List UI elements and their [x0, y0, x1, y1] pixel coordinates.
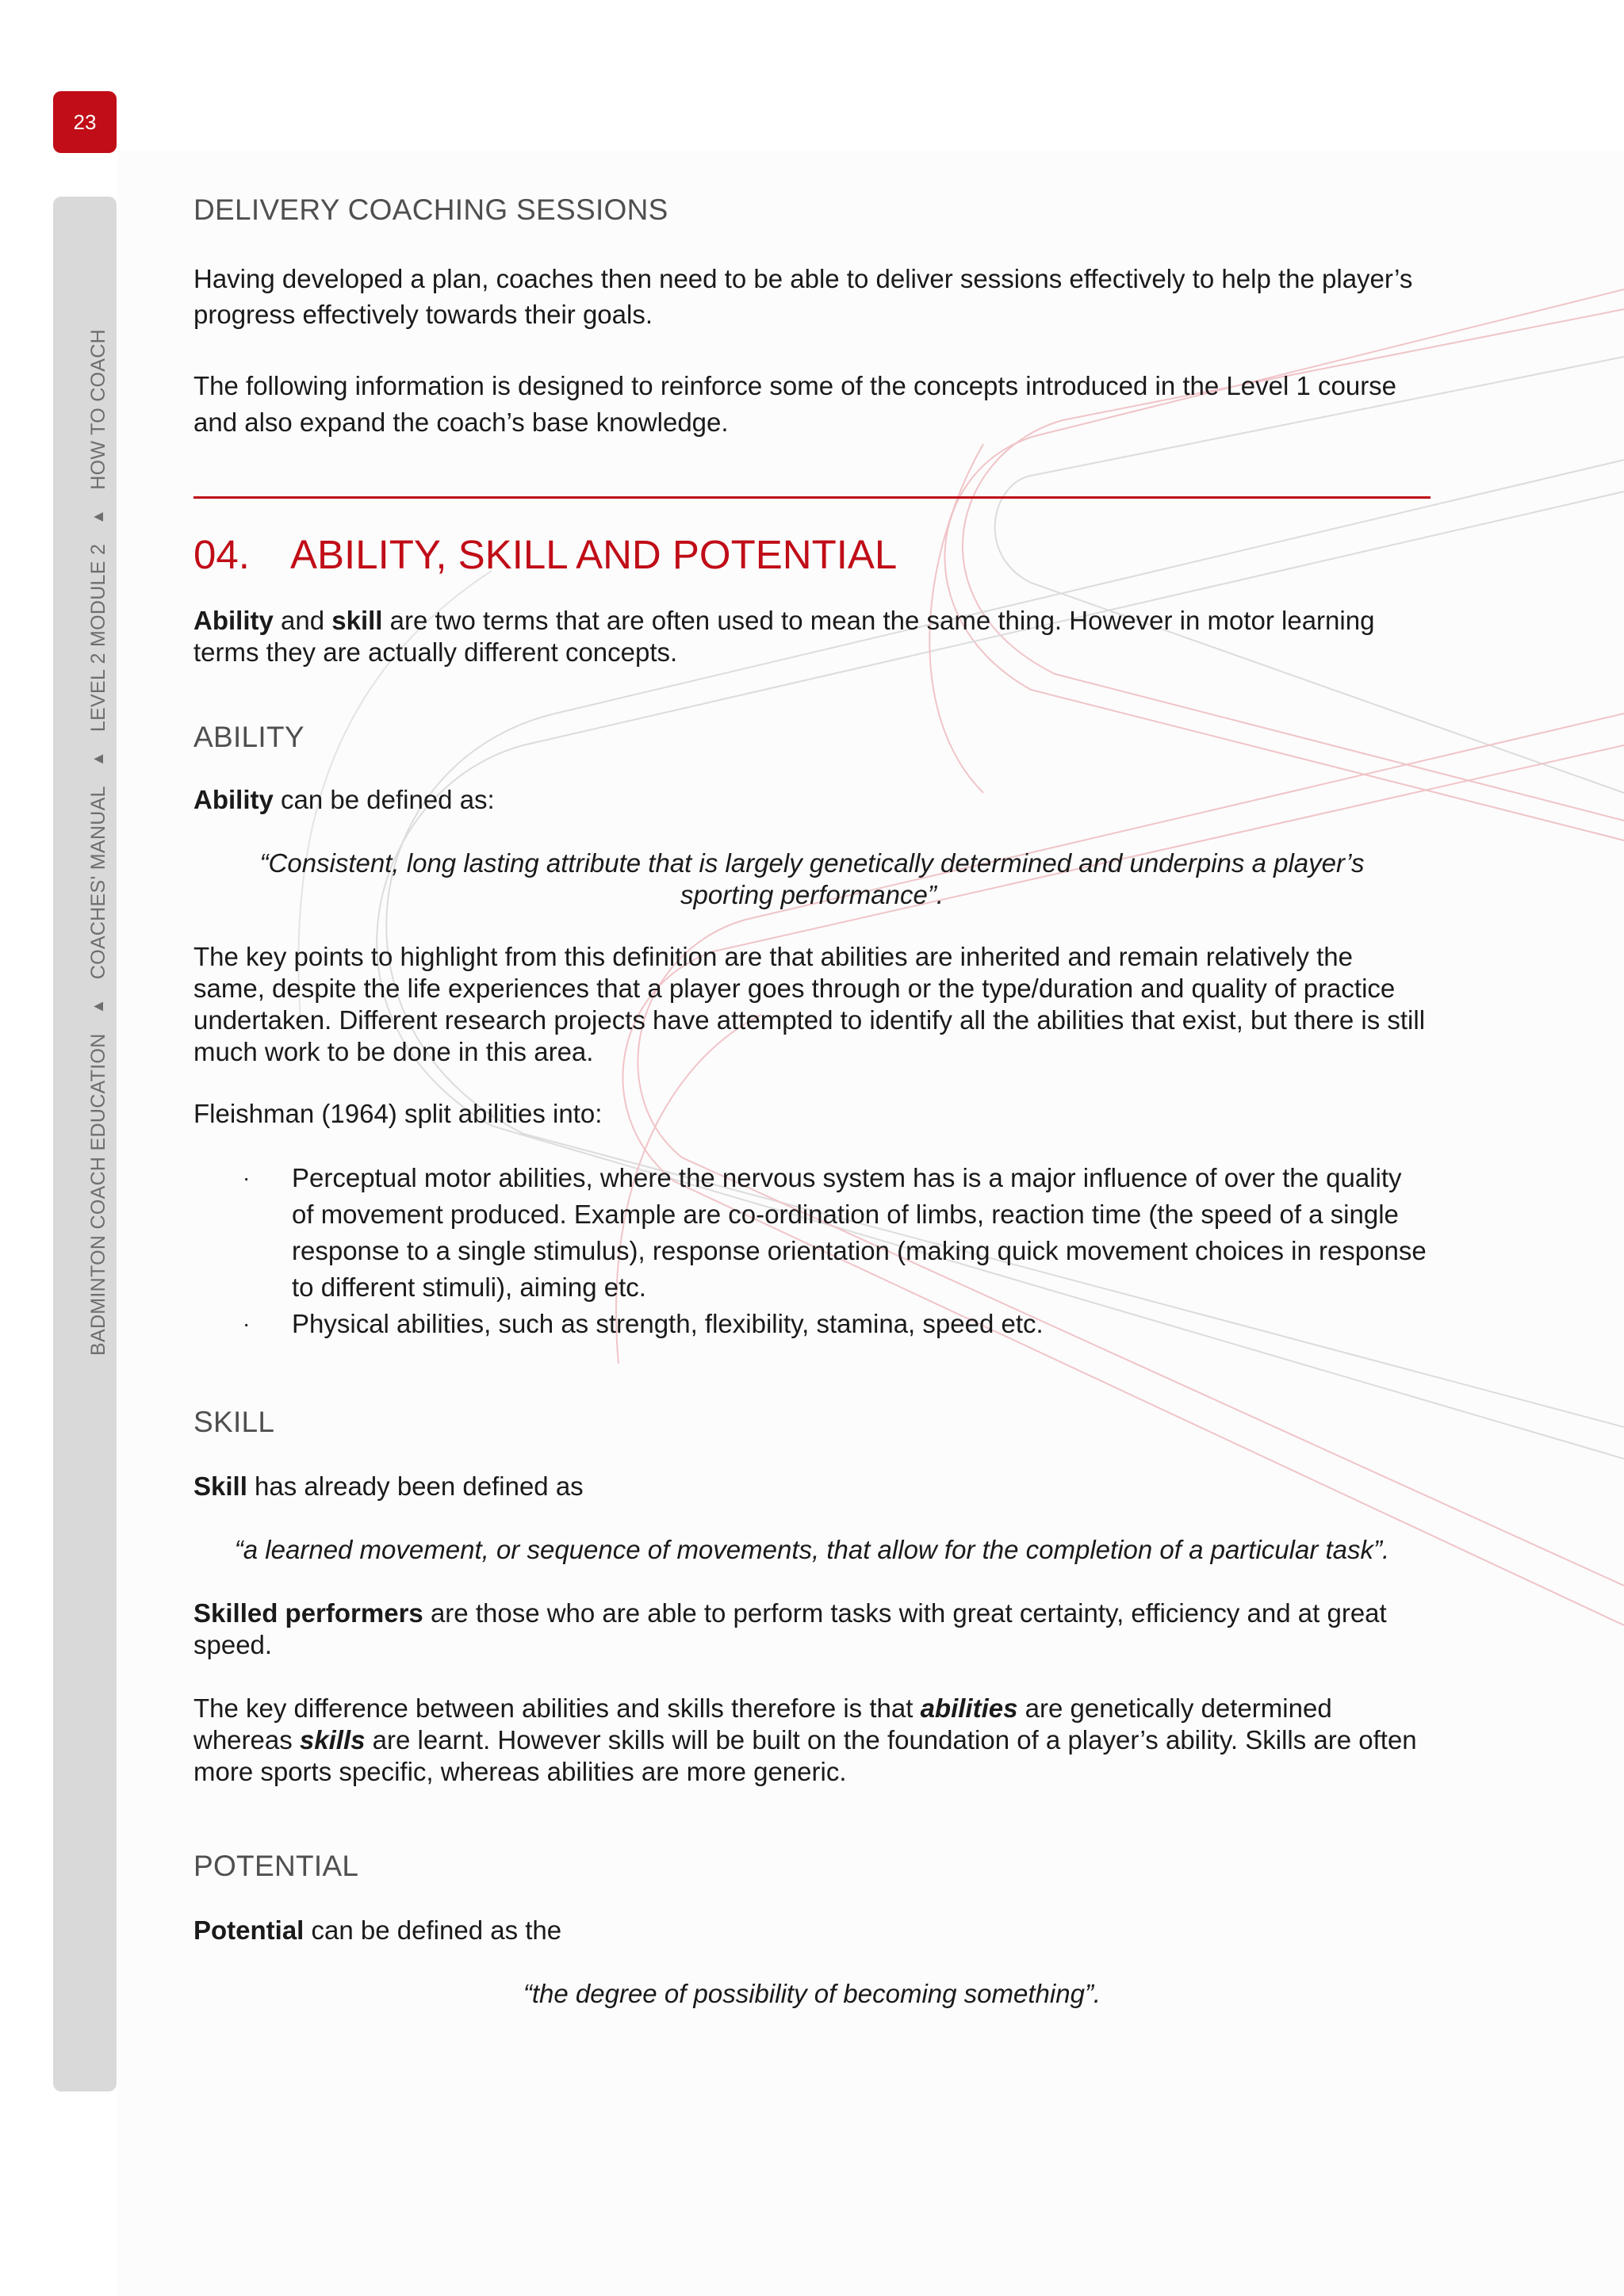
bold-italic-term: skills [299, 1725, 366, 1755]
bold-term: skill [331, 606, 383, 635]
main-content [193, 190, 1431, 2010]
skill-heading: SKILL [193, 1406, 275, 1438]
definition-text: has already been defined as [247, 1471, 584, 1501]
page-number: 23 [73, 109, 97, 134]
ability-heading: ABILITY [193, 721, 304, 753]
breadcrumb-item: LEVEL 2 MODULE 2 [87, 543, 109, 733]
paragraph-text: are genetically determined whereas [193, 1693, 1332, 1755]
ability-paragraph-1: The key points to highlight from this definition are that abilities are inherited and remain relatively the same, despite the life experiences that a player goes through or the type/duration and quality of practice undertaken. Different research projects have attempted to identify all the abilities that exist, but there is still much work to be done in this area. [193, 942, 1426, 1066]
list-item [193, 1160, 1431, 1306]
section-number: 04. [193, 532, 250, 577]
bold-italic-term: abilities [920, 1693, 1018, 1723]
list-item-text: Physical abilities, such as strength, flexibility, stamina, speed etc. [292, 1309, 1044, 1338]
skill-difference-paragraph [193, 1693, 1431, 1788]
ability-quote: “Consistent, long lasting attribute that is largely genetically determined and underpins a player’s sporting performance”. [259, 848, 1365, 909]
definition-text: can be defined as: [273, 785, 495, 814]
delivery-heading: DELIVERY COACHING SESSIONS [193, 193, 668, 226]
ability-bullet-list [193, 1160, 1431, 1342]
potential-quote: “the degree of possibility of becoming something”. [523, 1979, 1101, 2008]
section-divider [193, 496, 1431, 499]
intro-text: and [273, 606, 332, 635]
bold-term: Skilled performers [193, 1598, 423, 1628]
breadcrumb-item: COACHES' MANUAL [87, 786, 109, 980]
bullet-icon: · [243, 1165, 251, 1190]
section-title [193, 531, 1431, 578]
skill-definition-intro [193, 1471, 1431, 1502]
list-item [193, 1306, 1431, 1342]
ability-definition-intro [193, 784, 1431, 816]
breadcrumb-separator-icon: ▲ [90, 998, 107, 1015]
potential-heading: POTENTIAL [193, 1850, 359, 1882]
section-intro [193, 605, 1431, 668]
skill-quote: “a learned movement, or sequence of movements, that allow for the completion of a particular task”. [234, 1535, 1390, 1564]
bold-term: Potential [193, 1915, 304, 1945]
skilled-performers-paragraph [193, 1598, 1431, 1661]
definition-text: can be defined as the [304, 1915, 562, 1945]
side-breadcrumb [87, 329, 110, 1356]
ability-paragraph-2: Fleishman (1964) split abilities into: [193, 1099, 603, 1128]
paragraph-text: are learnt. However skills will be built on the foundation of a player’s ability. Skills are often more sports specific, whereas abilities are more generic. [193, 1725, 1417, 1786]
list-item-text: Perceptual motor abilities, where the nervous system has is a major influence of over the quality of movement produced. Example are co-ordination of limbs, reaction time (the speed of a single response to a single stimulus), response orientation (making quick movement choices in response to different stimuli), aiming etc. [292, 1163, 1427, 1302]
delivery-paragraph-1: Having developed a plan, coaches then need to be able to deliver sessions effectively to help the player’s progress effectively towards their goals. [193, 264, 1413, 329]
bold-term: Ability [193, 606, 274, 635]
page-number-badge [53, 91, 117, 153]
section-title-text: ABILITY, SKILL AND POTENTIAL [290, 532, 898, 577]
bullet-icon: · [243, 1311, 251, 1336]
bold-term: Skill [193, 1471, 247, 1501]
breadcrumb-separator-icon: ▲ [90, 508, 107, 525]
bold-term: Ability [193, 785, 274, 814]
delivery-paragraph-2: The following information is designed to reinforce some of the concepts introduced in the Level 1 course and also expand the coach’s base knowledge. [193, 371, 1397, 437]
intro-text: are two terms that are often used to mean the same thing. However in motor learning terms they are actually different concepts. [193, 606, 1375, 667]
potential-definition-intro [193, 1915, 1431, 1946]
breadcrumb-item: HOW TO COACH [87, 329, 109, 490]
breadcrumb-item: BADMINTON COACH EDUCATION [87, 1033, 109, 1356]
paragraph-text: The key difference between abilities and skills therefore is that [193, 1693, 921, 1723]
paragraph-text: are those who are able to perform tasks with great certainty, efficiency and at great speed. [193, 1598, 1387, 1659]
breadcrumb-separator-icon: ▲ [90, 751, 107, 767]
